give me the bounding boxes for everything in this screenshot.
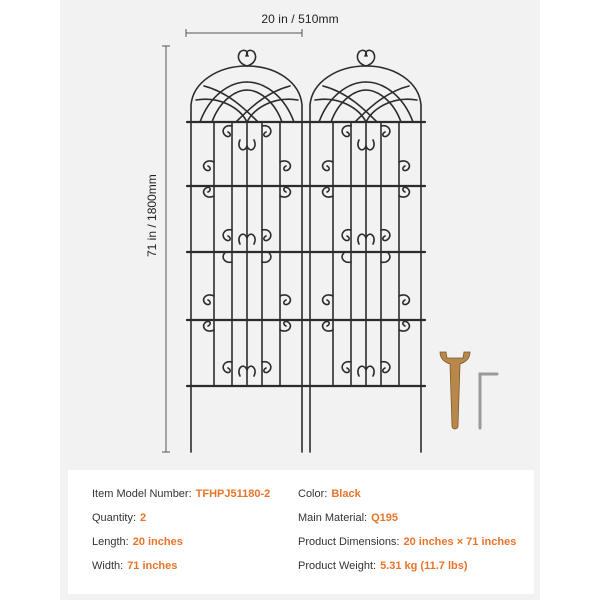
spec-quantity: Quantity: 2	[92, 512, 147, 524]
width-dimension-label: 20 in / 510mm	[261, 12, 339, 26]
spec-color: Color: Black	[298, 488, 361, 500]
specifications-panel	[68, 470, 534, 594]
spec-weight: Product Weight: 5.31 kg (11.7 lbs)	[298, 560, 468, 572]
spec-length: Length: 20 inches	[92, 536, 183, 548]
trellis-panel	[306, 50, 425, 452]
spec-item-model: Item Model Number: TFHPJ51180-2	[92, 488, 271, 500]
height-dimension-line	[162, 46, 170, 452]
allen-key-icon	[480, 374, 497, 428]
wrench-icon	[440, 352, 470, 429]
spec-material: Main Material: Q195	[298, 512, 398, 524]
trellis-panel	[187, 50, 306, 452]
width-dimension-line	[186, 29, 302, 37]
spec-dimensions: Product Dimensions: 20 inches × 71 inches	[298, 536, 517, 548]
spec-width: Width: 71 inches	[92, 560, 178, 572]
